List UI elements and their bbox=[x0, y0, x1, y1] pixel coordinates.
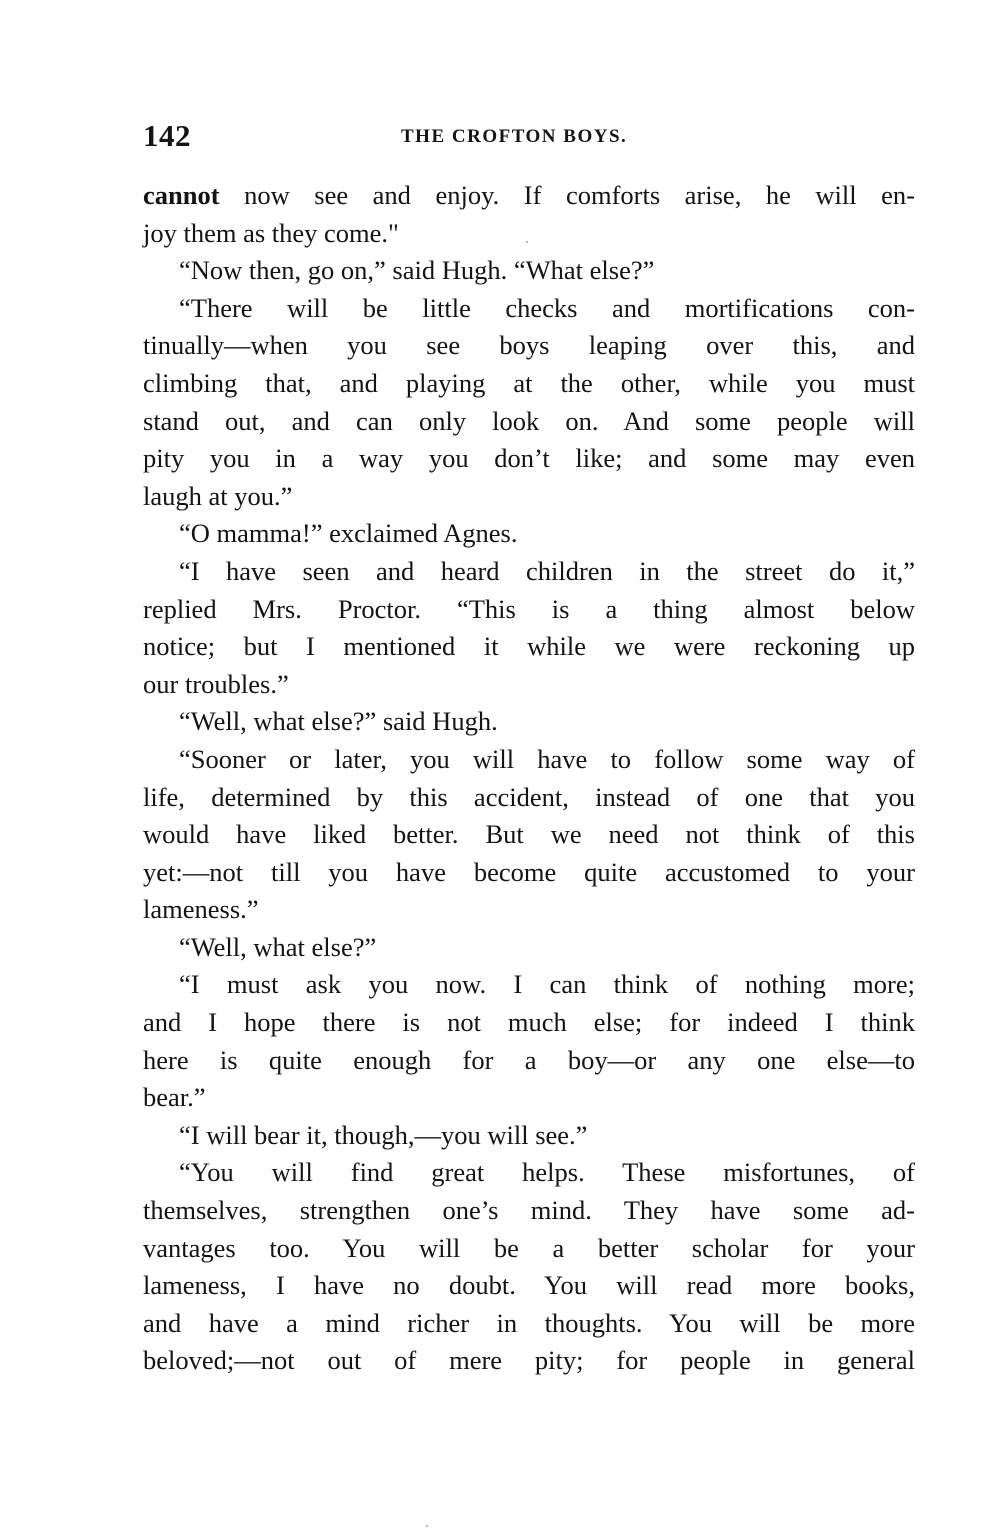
line-text: “I will bear it, though,—you will see.” bbox=[179, 1119, 588, 1150]
text-line bbox=[143, 1004, 915, 1042]
line-text: “O mamma!” exclaimed Agnes. bbox=[179, 518, 518, 549]
running-title: THE CROFTON BOYS. bbox=[401, 126, 628, 147]
text-line bbox=[143, 1192, 915, 1230]
text-line bbox=[143, 1117, 915, 1155]
line-text: “Well, what else?” said Hugh. bbox=[179, 706, 498, 737]
line-text: and have a mind richer in thoughts. You will be more bbox=[143, 1307, 915, 1338]
text-line bbox=[143, 666, 915, 704]
text-line bbox=[143, 816, 915, 854]
line-text: “I have seen and heard children in the street do it,” bbox=[179, 555, 915, 586]
text-line bbox=[143, 1230, 915, 1268]
text-line bbox=[143, 703, 915, 741]
text-line bbox=[143, 1267, 915, 1305]
line-text: “Now then, go on,” said Hugh. “What else?” bbox=[179, 255, 655, 286]
line-text: replied Mrs. Proctor. “This is a thing almost below bbox=[143, 593, 915, 624]
line-text: joy them as they come." bbox=[143, 217, 399, 248]
line-lead-word: cannot bbox=[143, 180, 220, 210]
body-text bbox=[143, 177, 915, 1380]
line-text: climbing that, and playing at the other, while you must bbox=[143, 367, 915, 398]
text-line bbox=[143, 929, 915, 967]
text-line bbox=[143, 966, 915, 1004]
text-line bbox=[143, 403, 915, 441]
text-line bbox=[143, 252, 915, 290]
text-line bbox=[143, 177, 915, 215]
print-speck bbox=[526, 241, 528, 243]
text-line bbox=[143, 1042, 915, 1080]
text-line bbox=[143, 628, 915, 666]
line-text: beloved;—not out of mere pity; for people in general bbox=[143, 1345, 915, 1376]
text-line bbox=[143, 591, 915, 629]
text-line bbox=[143, 515, 915, 553]
text-line bbox=[143, 779, 915, 817]
line-text: tinually—when you see boys leaping over this, and bbox=[143, 330, 915, 361]
line-text: “Sooner or later, you will have to follow some way of bbox=[179, 743, 915, 774]
text-line bbox=[143, 854, 915, 892]
line-text: life, determined by this accident, instead of one that you bbox=[143, 781, 915, 812]
line-text: our troubles.” bbox=[143, 668, 289, 699]
page-number: 142 bbox=[143, 118, 191, 153]
text-line bbox=[143, 1154, 915, 1192]
line-text: notice; but I mentioned it while we were reckoning up bbox=[143, 631, 915, 662]
line-text: themselves, strengthen one’s mind. They have some ad- bbox=[143, 1195, 915, 1226]
text-line bbox=[143, 290, 915, 328]
line-text: “There will be little checks and mortifications con- bbox=[179, 292, 915, 323]
text-line bbox=[143, 891, 915, 929]
line-text: vantages too. You will be a better scholar for your bbox=[143, 1232, 915, 1263]
text-line bbox=[143, 478, 915, 516]
line-text: and I hope there is not much else; for indeed I think bbox=[143, 1007, 915, 1038]
line-text: pity you in a way you don’t like; and some may even bbox=[143, 443, 915, 474]
text-line bbox=[143, 327, 915, 365]
text-line bbox=[143, 440, 915, 478]
text-line bbox=[143, 215, 915, 253]
line-text: laugh at you.” bbox=[143, 480, 293, 511]
line-text: yet:—not till you have become quite accustomed to your bbox=[143, 856, 915, 887]
line-text: now see and enjoy. If comforts arise, he will en- bbox=[219, 180, 915, 210]
line-text: here is quite enough for a boy—or any one else—to bbox=[143, 1044, 915, 1075]
line-text: bear.” bbox=[143, 1082, 206, 1113]
line-text: “You will find great helps. These misfortunes, of bbox=[179, 1157, 915, 1188]
text-line bbox=[143, 741, 915, 779]
line-text: lameness.” bbox=[143, 894, 259, 925]
line-text: “Well, what else?” bbox=[179, 931, 377, 962]
print-speck bbox=[426, 1525, 428, 1527]
text-line bbox=[143, 553, 915, 591]
page-header bbox=[143, 118, 915, 162]
text-line bbox=[143, 365, 915, 403]
line-text: “I must ask you now. I can think of nothing more; bbox=[179, 969, 915, 1000]
text-line bbox=[143, 1079, 915, 1117]
text-line bbox=[143, 1305, 915, 1343]
text-line bbox=[143, 1342, 915, 1380]
line-text: would have liked better. But we need not think of this bbox=[143, 819, 915, 850]
line-text: lameness, I have no doubt. You will read more books, bbox=[143, 1270, 915, 1301]
line-text: stand out, and can only look on. And some people will bbox=[143, 405, 915, 436]
